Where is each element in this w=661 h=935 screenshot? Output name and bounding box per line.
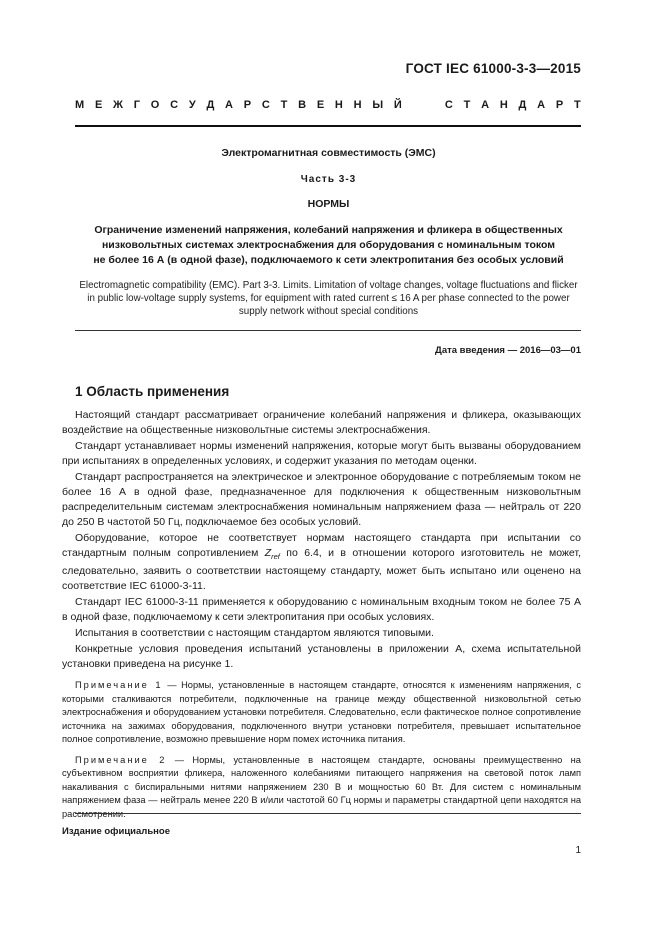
banner-letter: М — [75, 99, 85, 111]
paragraph: Настоящий стандарт рассматривает ограничение колебаний напряжения и фликера, оказывающих воздействие на общественные низковольтные системы электроснабжения. — [62, 409, 581, 436]
edition-label: Издание официальное — [62, 826, 170, 837]
banner-letter: Н — [499, 99, 508, 111]
banner-letter: Г — [133, 99, 141, 111]
paragraph: Испытания в соответствии с настоящим стандартом являются типовыми. — [75, 627, 434, 640]
paragraph: Стандарт устанавливает нормы изменений напряжения, которые могут быть вызваны оборудованием при испытаниях в определенных условиях, и содержит указания по методам оценки. — [62, 440, 581, 467]
title-norms: НОРМЫ — [307, 198, 350, 210]
banner-letter: Д — [518, 99, 527, 111]
banner-letter: А — [225, 99, 233, 111]
paragraph: Стандарт распространяется на электрическое и электронное оборудование с потребляемым током не более 16 А в одной фазе, предназначенное для подключения к общественным низковольтным распределительным системам электроснабжения номинальным напряжением фаза — нейтраль от 220 до 250 В частотой 50 Гц, подключаемое без особых условий. — [62, 471, 581, 528]
impedance-subscript: ref — [271, 552, 280, 562]
section-body — [62, 408, 581, 824]
banner-letter: Д — [206, 99, 215, 111]
subtitle-line: низковольтных системах электроснабжения для оборудования с номинальным током — [101, 239, 556, 251]
note-1 — [62, 679, 581, 747]
introduction-date: Дата введения — 2016—03—01 — [435, 345, 581, 356]
subtitle-line: не более 16 А (в одной фазе), подключаемого к сети электропитания без особых условий — [93, 254, 564, 266]
banner-letter: Т — [573, 99, 581, 111]
banner-letter: А — [481, 99, 490, 111]
banner-letter: Т — [463, 99, 471, 111]
banner-letter: О — [150, 99, 160, 111]
note-label: Примечание 2 — [75, 754, 167, 765]
paragraph-text: по 6.4, и в отношении которого изготовитель не может, следовательно, заявить о соответствии настоящему стандарту, может быть испытано или оценено на соответствие IEC 61000-3-11. — [62, 547, 581, 593]
title-part: Часть 3-3 — [300, 174, 357, 185]
note-text: — Нормы, установленные в настоящем стандарте, относятся к изменениям напряжения, с которыми сталкиваются потребители, подключенные на границе между общественной низковольтной сетью электроснабжения и оборудованием установки потребителя. Следовательно, если фактическое полное сопротивление источника на зажимах оборудования, подключенного внутри установки потребителя, превышает испытательное полное сопротивление, возможно превышение норм помех источника питания. — [62, 680, 581, 745]
note-2 — [62, 754, 581, 822]
banner-letter: Р — [555, 99, 564, 111]
document-id: ГОСТ IEC 61000-3-3—2015 — [405, 61, 581, 76]
english-line: Electromagnetic compatibility (EMC). Part 3-3. Limits. Limitation of voltage changes, voltage fluctuations and flicker — [79, 280, 578, 291]
paragraph: Конкретные условия проведения испытаний установлены в приложении А, схема испытательной установки приведена на рисунке 1. — [62, 643, 581, 671]
page-number: 1 — [575, 845, 581, 856]
banner-letter: Н — [353, 99, 362, 111]
banner-letter: Е — [94, 99, 103, 111]
paragraph — [62, 531, 581, 594]
title-rule — [75, 330, 581, 331]
banner-letter: С — [170, 99, 179, 111]
banner-letter: Т — [280, 99, 288, 111]
subtitle-line: Ограничение изменений напряжения, колебаний напряжения и фликера в общественных — [94, 224, 563, 236]
banner-letter: Ы — [372, 99, 384, 111]
note-label: Примечание 1 — [75, 680, 163, 691]
banner-letter: С — [261, 99, 270, 111]
banner-letter: Е — [316, 99, 325, 111]
banner-letter: А — [537, 99, 546, 111]
title-emc: Электромагнитная совместимость (ЭМС) — [221, 147, 436, 159]
banner-letter: Р — [243, 99, 252, 111]
banner-letter: Н — [334, 99, 343, 111]
footer-rule — [75, 813, 581, 814]
english-line: supply network without special conditions — [238, 306, 419, 317]
note-text: — Нормы, установленные в настоящем стандарте, основаны преимущественно на субъективном восприятии фликера, наложенного колебаниями питающего напряжения на световой поток ламп накаливания с биспиральными нитями напряжением 230 В и мощностью 60 Вт. Для систем с номинальным напряжением фаза — нейтраль менее 220 В и/или частотой 60 Гц нормы и параметры стандартной цепи находятся на рассмотрении. — [62, 754, 581, 819]
title-english — [62, 279, 595, 318]
banner-letter: Й — [393, 99, 402, 111]
banner-letter: Ж — [113, 99, 123, 111]
paragraph: Стандарт IEC 61000-3-11 применяется к оборудованию с номинальным входным током не более 75 А в одной фазе, подключаемому к сети электропитания при особых условиях. — [62, 596, 581, 624]
section-heading: 1 Область применения — [75, 384, 230, 399]
title-subtitle — [62, 223, 595, 268]
header-rule — [75, 125, 581, 127]
paragraph-text: Оборудование, которое не соответствует нормам настоящего стандарта при испытании со стандартным полным сопротивлением — [62, 532, 581, 559]
banner-letter: С — [444, 99, 453, 111]
english-line: in public low-voltage supply systems, for equipment with rated current ≤ 16 A per phase connected to the power — [87, 293, 570, 304]
interstate-standard-banner — [75, 99, 581, 111]
impedance-symbol: Z — [264, 547, 272, 559]
banner-letter: В — [298, 99, 307, 111]
banner-letter: У — [188, 99, 196, 111]
